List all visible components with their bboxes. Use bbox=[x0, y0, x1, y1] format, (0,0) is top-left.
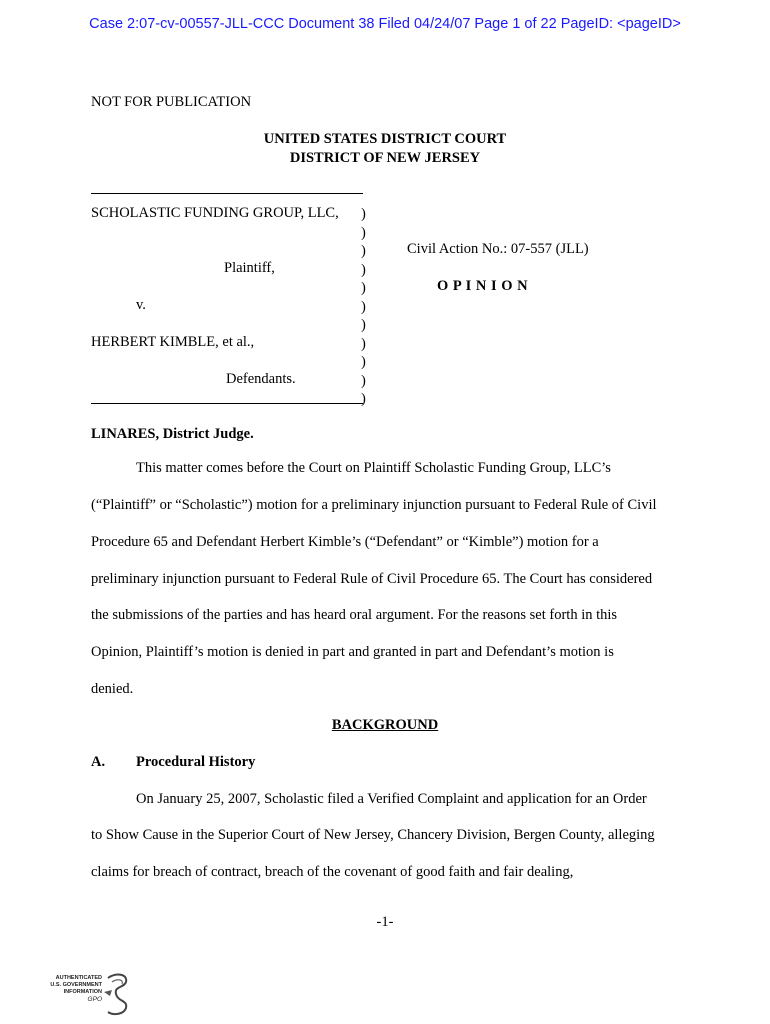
paren: ) bbox=[361, 280, 366, 296]
not-for-publication: NOT FOR PUBLICATION bbox=[91, 94, 252, 110]
intro-line: denied. bbox=[91, 681, 134, 697]
judge-line: LINARES, District Judge. bbox=[91, 426, 254, 442]
opinion-title: O P I N I O N bbox=[437, 278, 529, 294]
background-heading: BACKGROUND bbox=[331, 717, 439, 733]
paren: ) bbox=[361, 206, 366, 222]
plaintiff-role: Plaintiff, bbox=[224, 260, 275, 276]
intro-line: This matter comes before the Court on Plaintiff Scholastic Funding Group, LLC’s bbox=[136, 460, 611, 476]
section-letter: A. bbox=[91, 754, 106, 770]
seal-line: AUTHENTICATED bbox=[55, 975, 102, 981]
paren: ) bbox=[361, 354, 366, 370]
procedural-line: On January 25, 2007, Scholastic filed a Verified Complaint and application for an Order bbox=[136, 791, 647, 807]
paren: ) bbox=[361, 317, 366, 333]
caption-parentheses bbox=[361, 205, 371, 409]
procedural-line: claims for breach of contract, breach of the covenant of good faith and fair dealing, bbox=[91, 864, 574, 880]
intro-line: Opinion, Plaintiff’s motion is denied in part and granted in part and Defendant’s motion is bbox=[91, 644, 614, 660]
intro-line: (“Plaintiff” or “Scholastic”) motion for a preliminary injunction pursuant to Federal Rule of Civil bbox=[91, 497, 657, 513]
gpo-authentication-seal bbox=[44, 972, 134, 1018]
defendant-role: Defendants. bbox=[226, 371, 296, 387]
versus: v. bbox=[136, 297, 146, 313]
caption-bottom-rule bbox=[91, 403, 363, 404]
civil-action-number: Civil Action No.: 07-557 (JLL) bbox=[407, 241, 589, 257]
ecf-header: Case 2:07-cv-00557-JLL-CCC Document 38 Filed 04/24/07 Page 1 of 22 PageID: <pageID> bbox=[89, 16, 681, 32]
court-name: UNITED STATES DISTRICT COURT bbox=[263, 131, 507, 147]
caption-top-rule bbox=[91, 193, 363, 194]
paren: ) bbox=[361, 224, 366, 241]
section-title: Procedural History bbox=[136, 754, 256, 770]
intro-line: preliminary injunction pursuant to Federal Rule of Civil Procedure 65. The Court has considered bbox=[91, 571, 653, 587]
intro-line: the submissions of the parties and has heard oral argument. For the reasons set forth in this bbox=[91, 607, 618, 623]
seal-line: U.S. GOVERNMENT bbox=[50, 982, 102, 988]
plaintiff-name: SCHOLASTIC FUNDING GROUP, LLC, bbox=[91, 205, 339, 221]
paren: ) bbox=[361, 243, 366, 259]
paren: ) bbox=[361, 372, 366, 389]
intro-line: Procedure 65 and Defendant Herbert Kimble’s (“Defendant” or “Kimble”) motion for a bbox=[91, 534, 599, 550]
page-number: -1- bbox=[376, 914, 394, 930]
seal-line: INFORMATION bbox=[63, 989, 102, 995]
paren: ) bbox=[361, 261, 366, 278]
paren: ) bbox=[361, 335, 366, 352]
defendant-name: HERBERT KIMBLE, et al., bbox=[91, 334, 255, 350]
paren: ) bbox=[361, 391, 366, 407]
seal-line: GPO bbox=[87, 996, 102, 1003]
court-district: DISTRICT OF NEW JERSEY bbox=[289, 150, 481, 166]
procedural-line: to Show Cause in the Superior Court of New Jersey, Chancery Division, Bergen County, alleging bbox=[91, 827, 655, 843]
eagle-seal-icon bbox=[102, 972, 134, 1018]
paren: ) bbox=[361, 298, 366, 315]
